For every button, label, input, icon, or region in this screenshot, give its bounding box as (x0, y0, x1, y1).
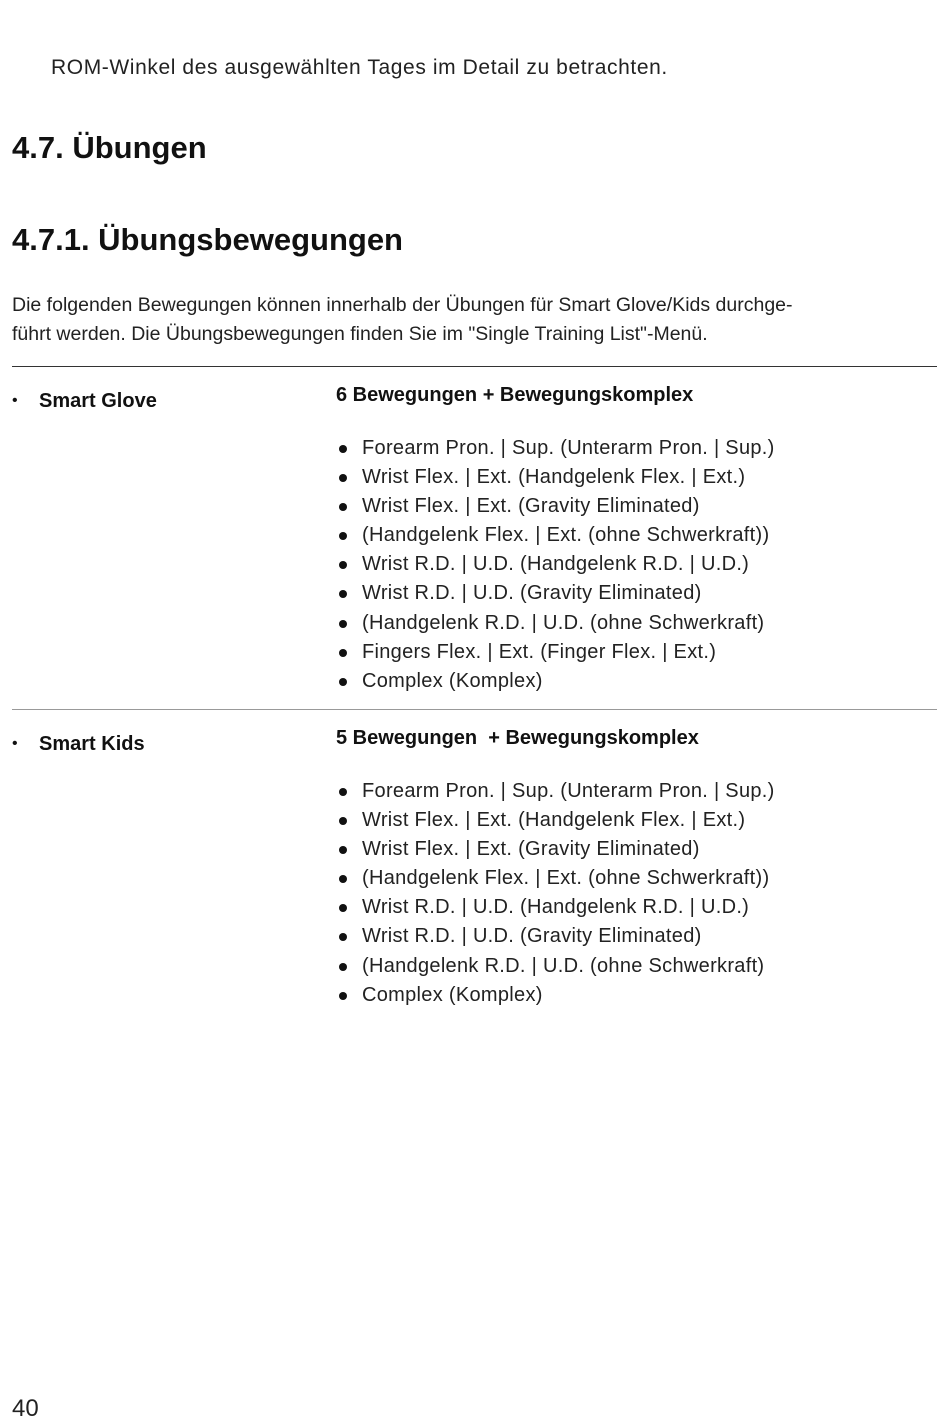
movement-item: (Handgelenk Flex. | Ext. (ohne Schwerkraft)) (336, 864, 775, 893)
subsection-heading: 4.7.1. Übungsbewegungen (12, 222, 403, 257)
movement-list (336, 777, 775, 1010)
device-name (12, 733, 145, 756)
movement-item: Wrist Flex. | Ext. (Gravity Eliminated) (336, 835, 775, 864)
description-paragraph (12, 291, 932, 349)
movement-item: (Handgelenk Flex. | Ext. (ohne Schwerkraft)) (336, 521, 775, 550)
section-divider (12, 709, 937, 710)
movement-count-label: 5 Bewegungen + Bewegungskomplex (336, 727, 699, 749)
movement-count-label: 6 Bewegungen + Bewegungskomplex (336, 384, 694, 406)
bullet-icon: • (12, 735, 18, 752)
movement-item: Wrist R.D. | U.D. (Handgelenk R.D. | U.D.) (336, 550, 775, 579)
device-name-label: Smart Kids (39, 733, 145, 755)
page-number: 40 (12, 1395, 39, 1422)
movement-item: Complex (Komplex) (336, 667, 775, 696)
movement-item: Wrist R.D. | U.D. (Handgelenk R.D. | U.D.) (336, 893, 775, 922)
movement-item: Wrist R.D. | U.D. (Gravity Eliminated) (336, 922, 775, 951)
device-name-label: Smart Glove (39, 390, 157, 412)
intro-line: ROM-Winkel des ausgewählten Tages im Detail zu betrachten. (51, 56, 668, 79)
movement-item: (Handgelenk R.D. | U.D. (ohne Schwerkraft) (336, 609, 775, 638)
section-heading: 4.7. Übungen (12, 130, 207, 165)
movement-item: Wrist Flex. | Ext. (Gravity Eliminated) (336, 492, 775, 521)
movement-item: Wrist R.D. | U.D. (Gravity Eliminated) (336, 579, 775, 608)
description-line-1: Die folgenden Bewegungen können innerhalb der Übungen für Smart Glove/Kids durchge- (12, 294, 793, 316)
movement-item: Forearm Pron. | Sup. (Unterarm Pron. | Sup.) (336, 777, 775, 806)
description-line-2: führt werden. Die Übungsbewegungen finden Sie im "Single Training List"-Menü. (12, 323, 708, 345)
bullet-icon: • (12, 392, 18, 409)
device-name (12, 390, 157, 413)
movement-item: Complex (Komplex) (336, 981, 775, 1010)
movement-item: Wrist Flex. | Ext. (Handgelenk Flex. | Ext.) (336, 806, 775, 835)
movement-list (336, 434, 775, 696)
table-top-divider (12, 366, 937, 367)
movement-item: Wrist Flex. | Ext. (Handgelenk Flex. | Ext.) (336, 463, 775, 492)
movement-item: (Handgelenk R.D. | U.D. (ohne Schwerkraft) (336, 952, 775, 981)
movement-item: Fingers Flex. | Ext. (Finger Flex. | Ext.) (336, 638, 775, 667)
movement-item: Forearm Pron. | Sup. (Unterarm Pron. | Sup.) (336, 434, 775, 463)
